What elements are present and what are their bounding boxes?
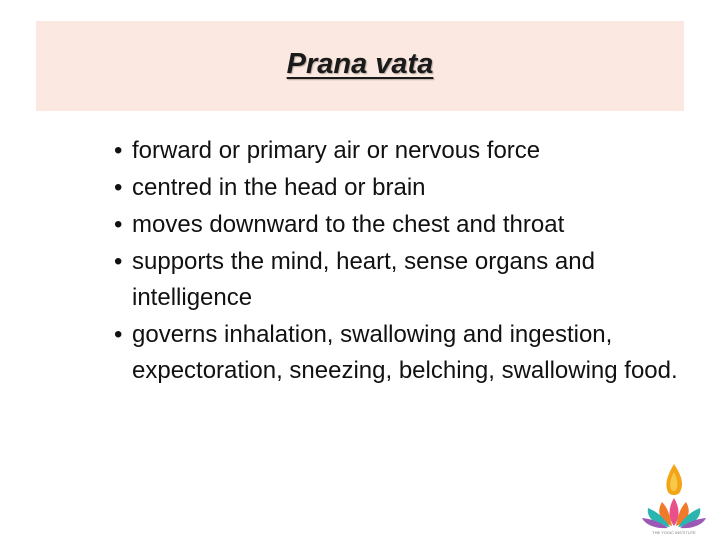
- bullet-item: • supports the mind, heart, sense organs and intelligence: [114, 244, 694, 316]
- bullet-item: • governs inhalation, swallowing and ingestion, expectoration, sneezing, belching, swallowing food.: [114, 317, 694, 389]
- slide-title: Prana vata: [286, 48, 434, 80]
- logo-caption: THE YOGIC INSTITUTE: [652, 530, 696, 535]
- bullet-item: • moves downward to the chest and throat: [114, 207, 694, 243]
- lotus-flame-logo-icon: [640, 462, 708, 536]
- bullet-list: [114, 133, 694, 390]
- bullet-item: • forward or primary air or nervous force: [114, 133, 694, 169]
- bullet-item: • centred in the head or brain: [114, 170, 694, 206]
